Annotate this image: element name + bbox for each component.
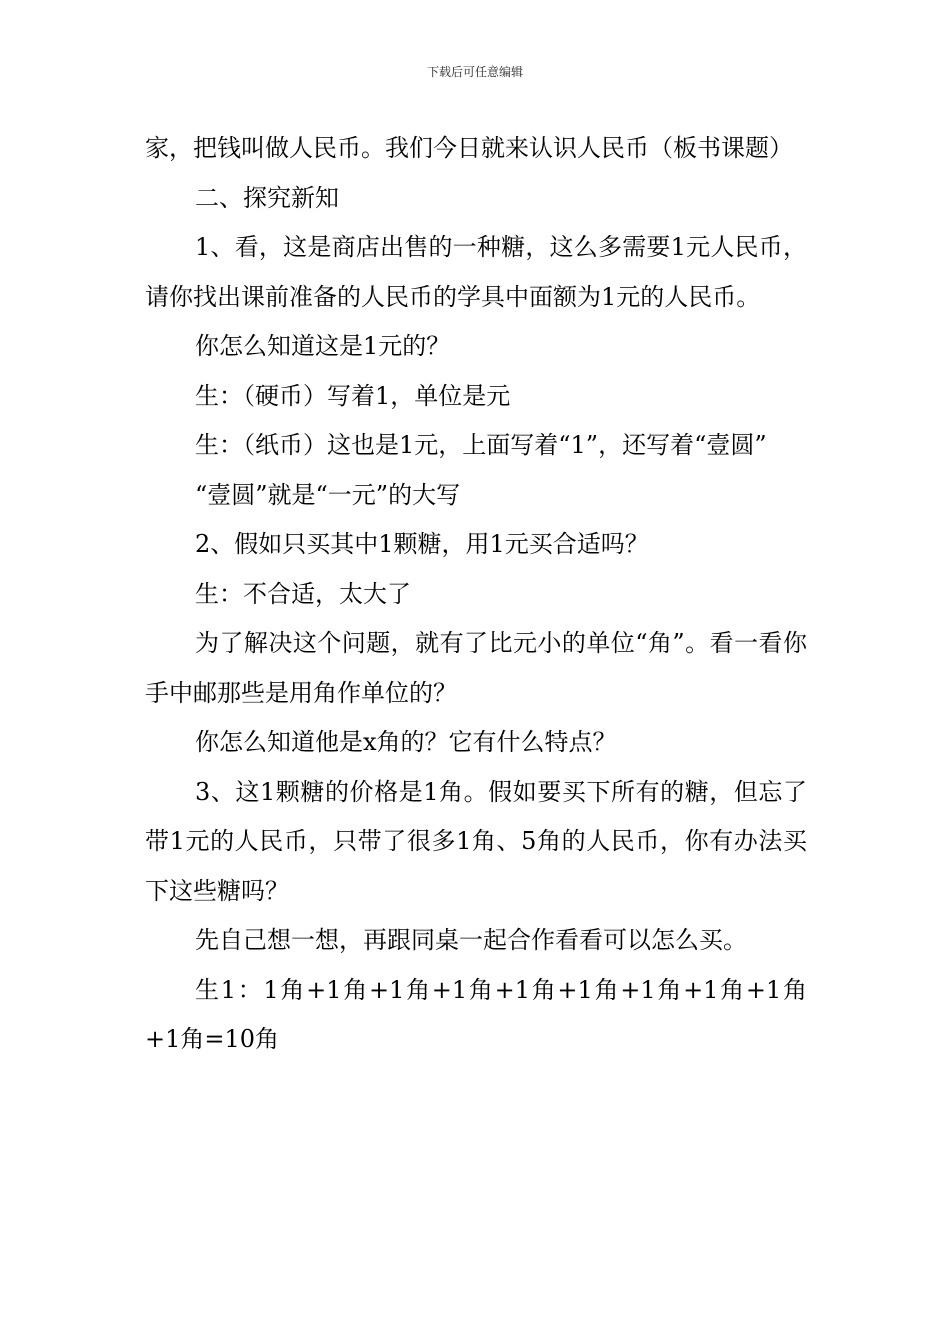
paragraph-question: 你怎么知道这是1元的？ — [195, 332, 451, 360]
paragraph-jiao-unit: 为了解决这个问题，就有了比元小的单位“角”。看一看你手中邮那些是用角作单位的？ — [145, 629, 807, 707]
paragraph-intro: 家，把钱叫做人民币。我们今日就来认识人民币（板书课题） — [145, 134, 793, 162]
paragraph-student-note: 生：（纸币）这也是1元，上面写着“1”，还写着“壹圆” — [195, 431, 767, 459]
paragraph-student-coin: 生：（硬币）写着1，单位是元 — [195, 381, 511, 410]
paragraph-think: 先自己想一想，再跟同桌一起合作看看可以怎么买。 — [195, 926, 747, 954]
page-header-note: 下载后可任意编辑 — [426, 65, 523, 79]
paragraph-step-2: 2、假如只买其中1颗糖，用1元买合适吗？ — [195, 530, 649, 558]
paragraph-step-1: 1、看，这是商店出售的一种糖，这么多需要1元人民币，请你找出课前准备的人民币的学具中面额为1元的人民币。 — [145, 233, 807, 311]
paragraph-uppercase: “壹圆”就是“一元”的大写 — [195, 480, 461, 509]
paragraph-jiao-question: 你怎么知道他是x角的？它有什么特点？ — [195, 728, 617, 756]
document-body — [145, 124, 807, 1065]
section-heading: 二、探究新知 — [195, 183, 339, 212]
paragraph-step-3: 3、这1颗糖的价格是1角。假如要买下所有的糖，但忘了带1元的人民币，只带了很多1角、5角的人民币，你有办法买下这些糖吗？ — [145, 777, 807, 905]
paragraph-student-answer: 生：不合适，太大了 — [195, 579, 411, 608]
paragraph-student-sum: 生1：1角+1角+1角+1角+1角+1角+1角+1角+1角+1角=10角 — [145, 975, 807, 1053]
